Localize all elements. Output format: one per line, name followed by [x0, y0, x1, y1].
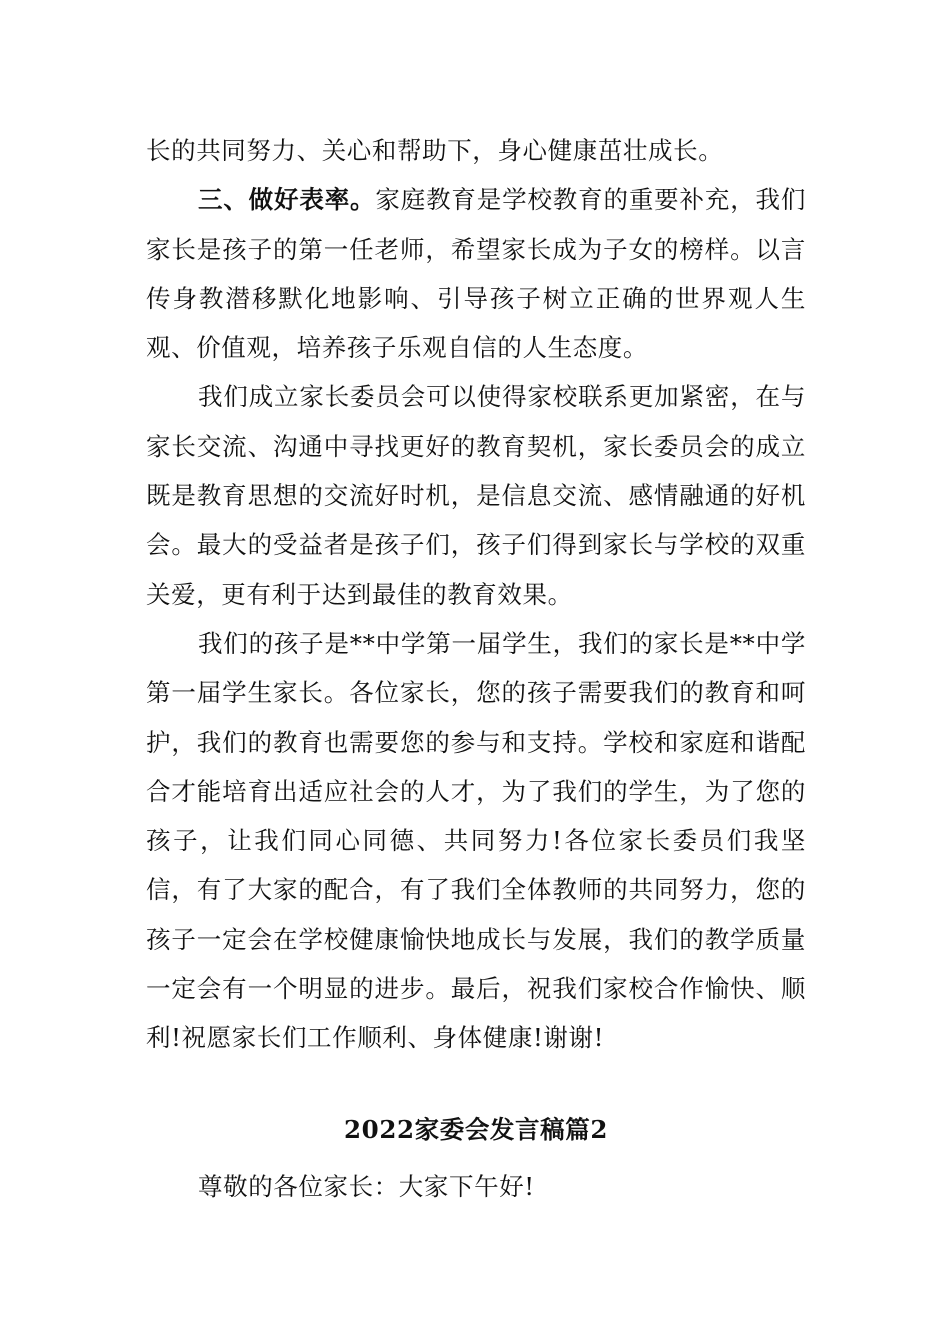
section-title: 2022家委会发言稿篇2: [344, 1114, 608, 1144]
paragraph-continuation: [146, 126, 806, 175]
paragraph-committee: [146, 372, 806, 618]
paragraph-lead-heading: 三、做好表率。: [198, 185, 376, 215]
paragraph-text: 家庭教育是学校教育的重要补充，我们家长是孩子的第一任老师，希望家长成为子女的榜样。以言传身教潜移默化地影响、引导孩子树立正确的世界观人生观、价值观，培养孩子乐观自信的人生态度。: [146, 185, 806, 363]
document-body: [146, 126, 806, 1220]
paragraph-text: 我们成立家长委员会可以使得家校联系更加紧密，在与家长交流、沟通中寻找更好的教育契机，家长委员会的成立既是教育思想的交流好时机，是信息交流、感情融通的好机会。最大的受益者是孩子们，孩子们得到家长与学校的双重关爱，更有利于达到最佳的教育效果。: [146, 382, 806, 609]
paragraph-closing: [146, 619, 806, 1063]
greeting-line: 尊敬的各位家长：大家下午好!: [198, 1171, 535, 1201]
paragraph-lead-by-example: [146, 175, 806, 372]
paragraph-text: 长的共同努力、关心和帮助下，身心健康茁壮成长。: [146, 136, 724, 165]
paragraph-text: 我们的孩子是**中学第一届学生，我们的家长是**中学第一届学生家长。各位家长，您的孩子需要我们的教育和呵护，我们的教育也需要您的参与和支持。学校和家庭和谐配合才能培育出适应社会的人才，为了我们的学生，为了您的孩子，让我们同心同德、共同努力!各位家长委员们我坚信，有了大家的配合，有了我们全体教师的共同努力，您的孩子一定会在学校健康愉快地成长与发展，我们的教学质量一定会有一个明显的进步。最后，祝我们家校合作愉快、顺利!祝愿家长们工作顺利、身体健康!谢谢!: [146, 628, 806, 1053]
